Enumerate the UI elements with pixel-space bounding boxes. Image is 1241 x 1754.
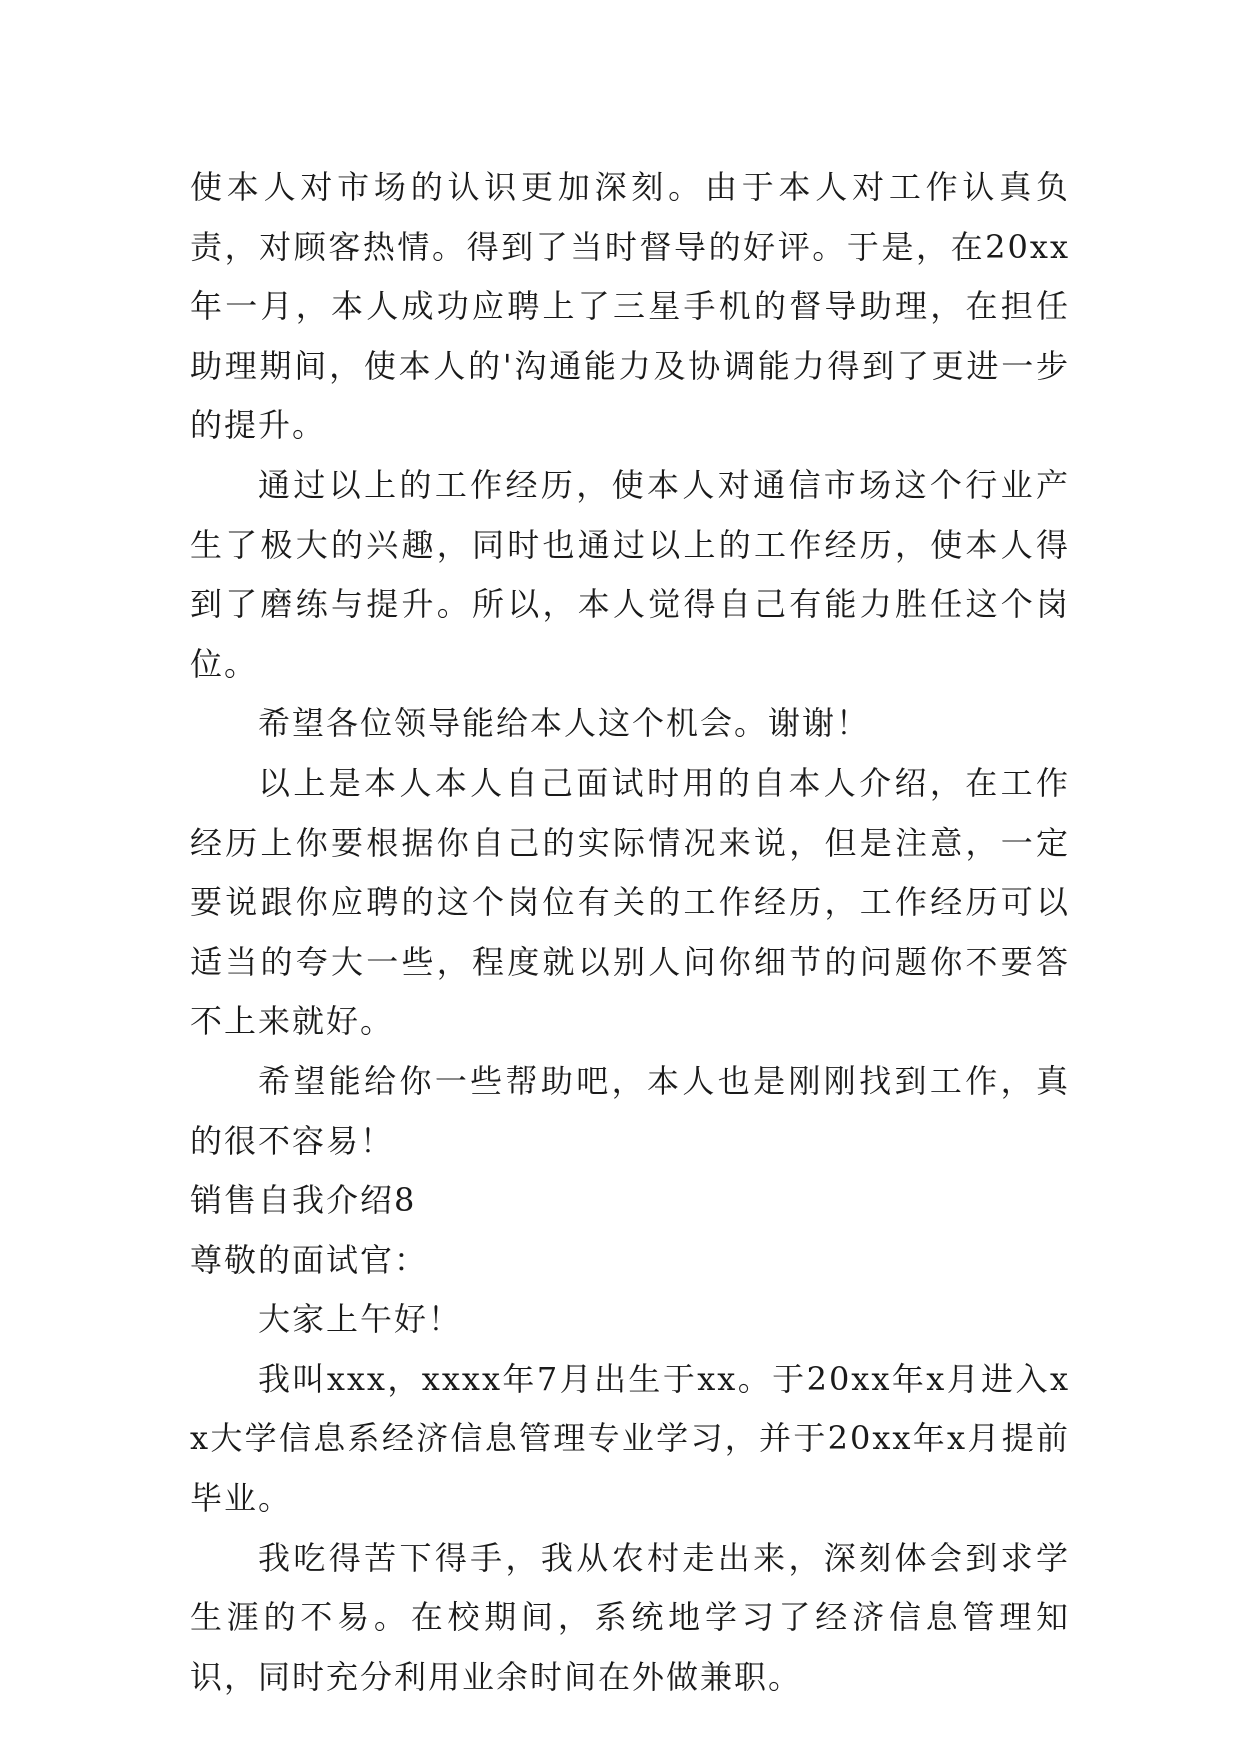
salutation: 尊敬的面试官： — [190, 1240, 429, 1279]
greeting: 大家上午好！ — [258, 1300, 463, 1339]
paragraph-intro: 我叫xxx，xxxx年7月出生于xx。于20xx年x月进入xx大学信息系经济信息管理专业学习，并于20xx年x月提前毕业。 — [190, 1359, 1070, 1518]
paragraph-work-experience: 使本人对市场的认识更加深刻。由于本人对工作认真负责，对顾客热情。得到了当时督导的好评。于是，在20xx年一月，本人成功应聘上了三星手机的督导助理，在担任助理期间，使本人的'沟通能力及协调能力得到了更进一步的提升。 — [190, 168, 1070, 445]
document-body — [190, 158, 1070, 1707]
paragraph-background: 我吃得苦下得手，我从农村走出来，深刻体会到求学生涯的不易。在校期间，系统地学习了经济信息管理知识，同时充分利用业余时间在外做兼职。 — [190, 1538, 1070, 1696]
paragraph-hope: 希望各位领导能给本人这个机会。谢谢！ — [258, 704, 871, 743]
paragraph-help: 希望能给你一些帮助吧，本人也是刚刚找到工作，真的很不容易！ — [190, 1061, 1070, 1160]
paragraph-advice: 以上是本人本人自己面试时用的自本人介绍，在工作经历上你要根据你自己的实际情况来说，但是注意，一定要说跟你应聘的这个岗位有关的工作经历，工作经历可以适当的夸大一些，程度就以别人问你细节的问题你不要答不上来就好。 — [190, 763, 1070, 1041]
paragraph-interest: 通过以上的工作经历，使本人对通信市场这个行业产生了极大的兴趣，同时也通过以上的工作经历，使本人得到了磨练与提升。所以，本人觉得自己有能力胜任这个岗位。 — [190, 465, 1070, 683]
section-title: 销售自我介绍8 — [190, 1181, 417, 1220]
